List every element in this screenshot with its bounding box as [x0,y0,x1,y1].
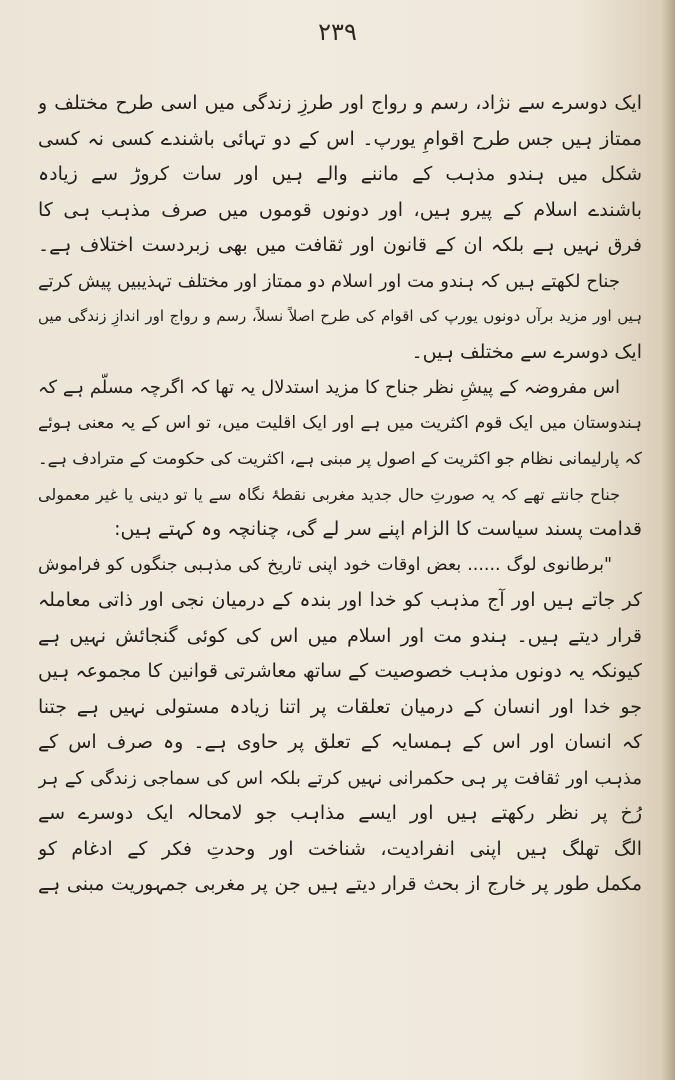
text-line: شکل میں ہندو مذہب کے ماننے والے ہیں اور سات کروڑ سے زیادہ [38,163,642,185]
quote-line: مکمل طور پر خارج از بحث قرار دیتے ہیں جن پر مغربی جمہوریت مبنی ہے [38,873,642,895]
text-line: ایک دوسرے سے مختلف ہیں۔ [411,340,642,363]
text-line: فرق نہیں ہے بلکہ ان کے قانون اور ثقافت میں بھی زبردست اختلاف ہے۔ [38,234,642,256]
text-line: کہ پارلیمانی نظام جو اکثریت کے اصول پر مبنی ہے، اکثریت کی حکومت کے مترادف ہے۔ [38,449,642,468]
text-line: جناح جانتے تھے کہ یہ صورتِ حال جدید مغربی نقطۂ نگاہ سے یا تو دینی یا غیر معمولی [38,484,620,504]
quote-line: مذہب اور ثقافت پر ہی حکمرانی نہیں کرتے بلکہ اس کی سماجی زندگی کے ہر [38,767,642,789]
quote-line: کر جاتے ہیں اور آج مذہب کو خدا اور بندہ کے درمیان نجی اور ذاتی معاملہ [38,589,642,611]
page-spine-shadow [661,0,675,1080]
quote-line: کہ انسان اور اس کے ہمسایہ کے تعلق پر حاوی ہے۔ وہ صرف اس کے [38,731,642,753]
text-line: جناح لکھتے ہیں کہ ہندو مت اور اسلام دو ممتاز اور مختلف تہذیبیں پیش کرتے [38,270,620,292]
text-line: ہندوستان میں ایک قوم اکثریت میں ہے اور ایک اقلیت میں، تو اس کے یہ معنی ہوئے [38,412,642,433]
text-line: ممتاز ہیں جس طرح اقوامِ یورپ۔ اس کے دو تہائی باشندے کسی نہ کسی [38,127,642,150]
quote-line: الگ تھلگ ہیں اپنی انفرادیت، شناخت اور وحدتِ فکر کے ادغام کو [38,837,642,860]
quote-line: جو خدا اور انسان کے درمیان تعلقات پر اتنا زیادہ مستولی نہیں ہے جتنا [38,695,642,718]
text-line: ایک دوسرے سے نژاد، رسم و رواج اور طرزِ زندگی میں اسی طرح مختلف و [38,92,642,114]
quote-line: قرار دیتے ہیں۔ ہندو مت اور اسلام میں اس کی کوئی گنجائش نہیں ہے [38,624,642,647]
quote-line: کیونکہ یہ دونوں مذہب خصوصیت کے ساتھ معاشرتی قوانین کا مجموعہ ہیں [38,660,642,682]
text-line: قدامت پسند سیاست کا الزام اپنے سر لے گی، چنانچہ وہ کہتے ہیں: [114,518,642,540]
body-text [38,86,642,903]
text-line: اس مفروضہ کے پیشِ نظر جناح کا مزید استدلال یہ تھا کہ اگرچہ مسلّم ہے کہ [38,377,620,398]
quote-line: "برطانوی لوگ ...... بعض اوقات خود اپنی تاریخ کی مذہبی جنگوں کو فراموش [38,554,612,575]
quote-line: رُخ پر نظر رکھتے ہیں اور ایسے مذاہب جو لامحالہ ایک دوسرے سے [38,802,642,824]
text-line: باشندے اسلام کے پیرو ہیں، اور دونوں قوموں میں صرف مذہب ہی کا [38,198,642,221]
text-line: ہیں اور مزید برآں دونوں یورپ کی اقوام کی طرح اصلاً نسلاً، رسم و رواج اور اندازِ زندگی میں [38,307,642,325]
page-number: ۲۳۹ [318,18,357,46]
